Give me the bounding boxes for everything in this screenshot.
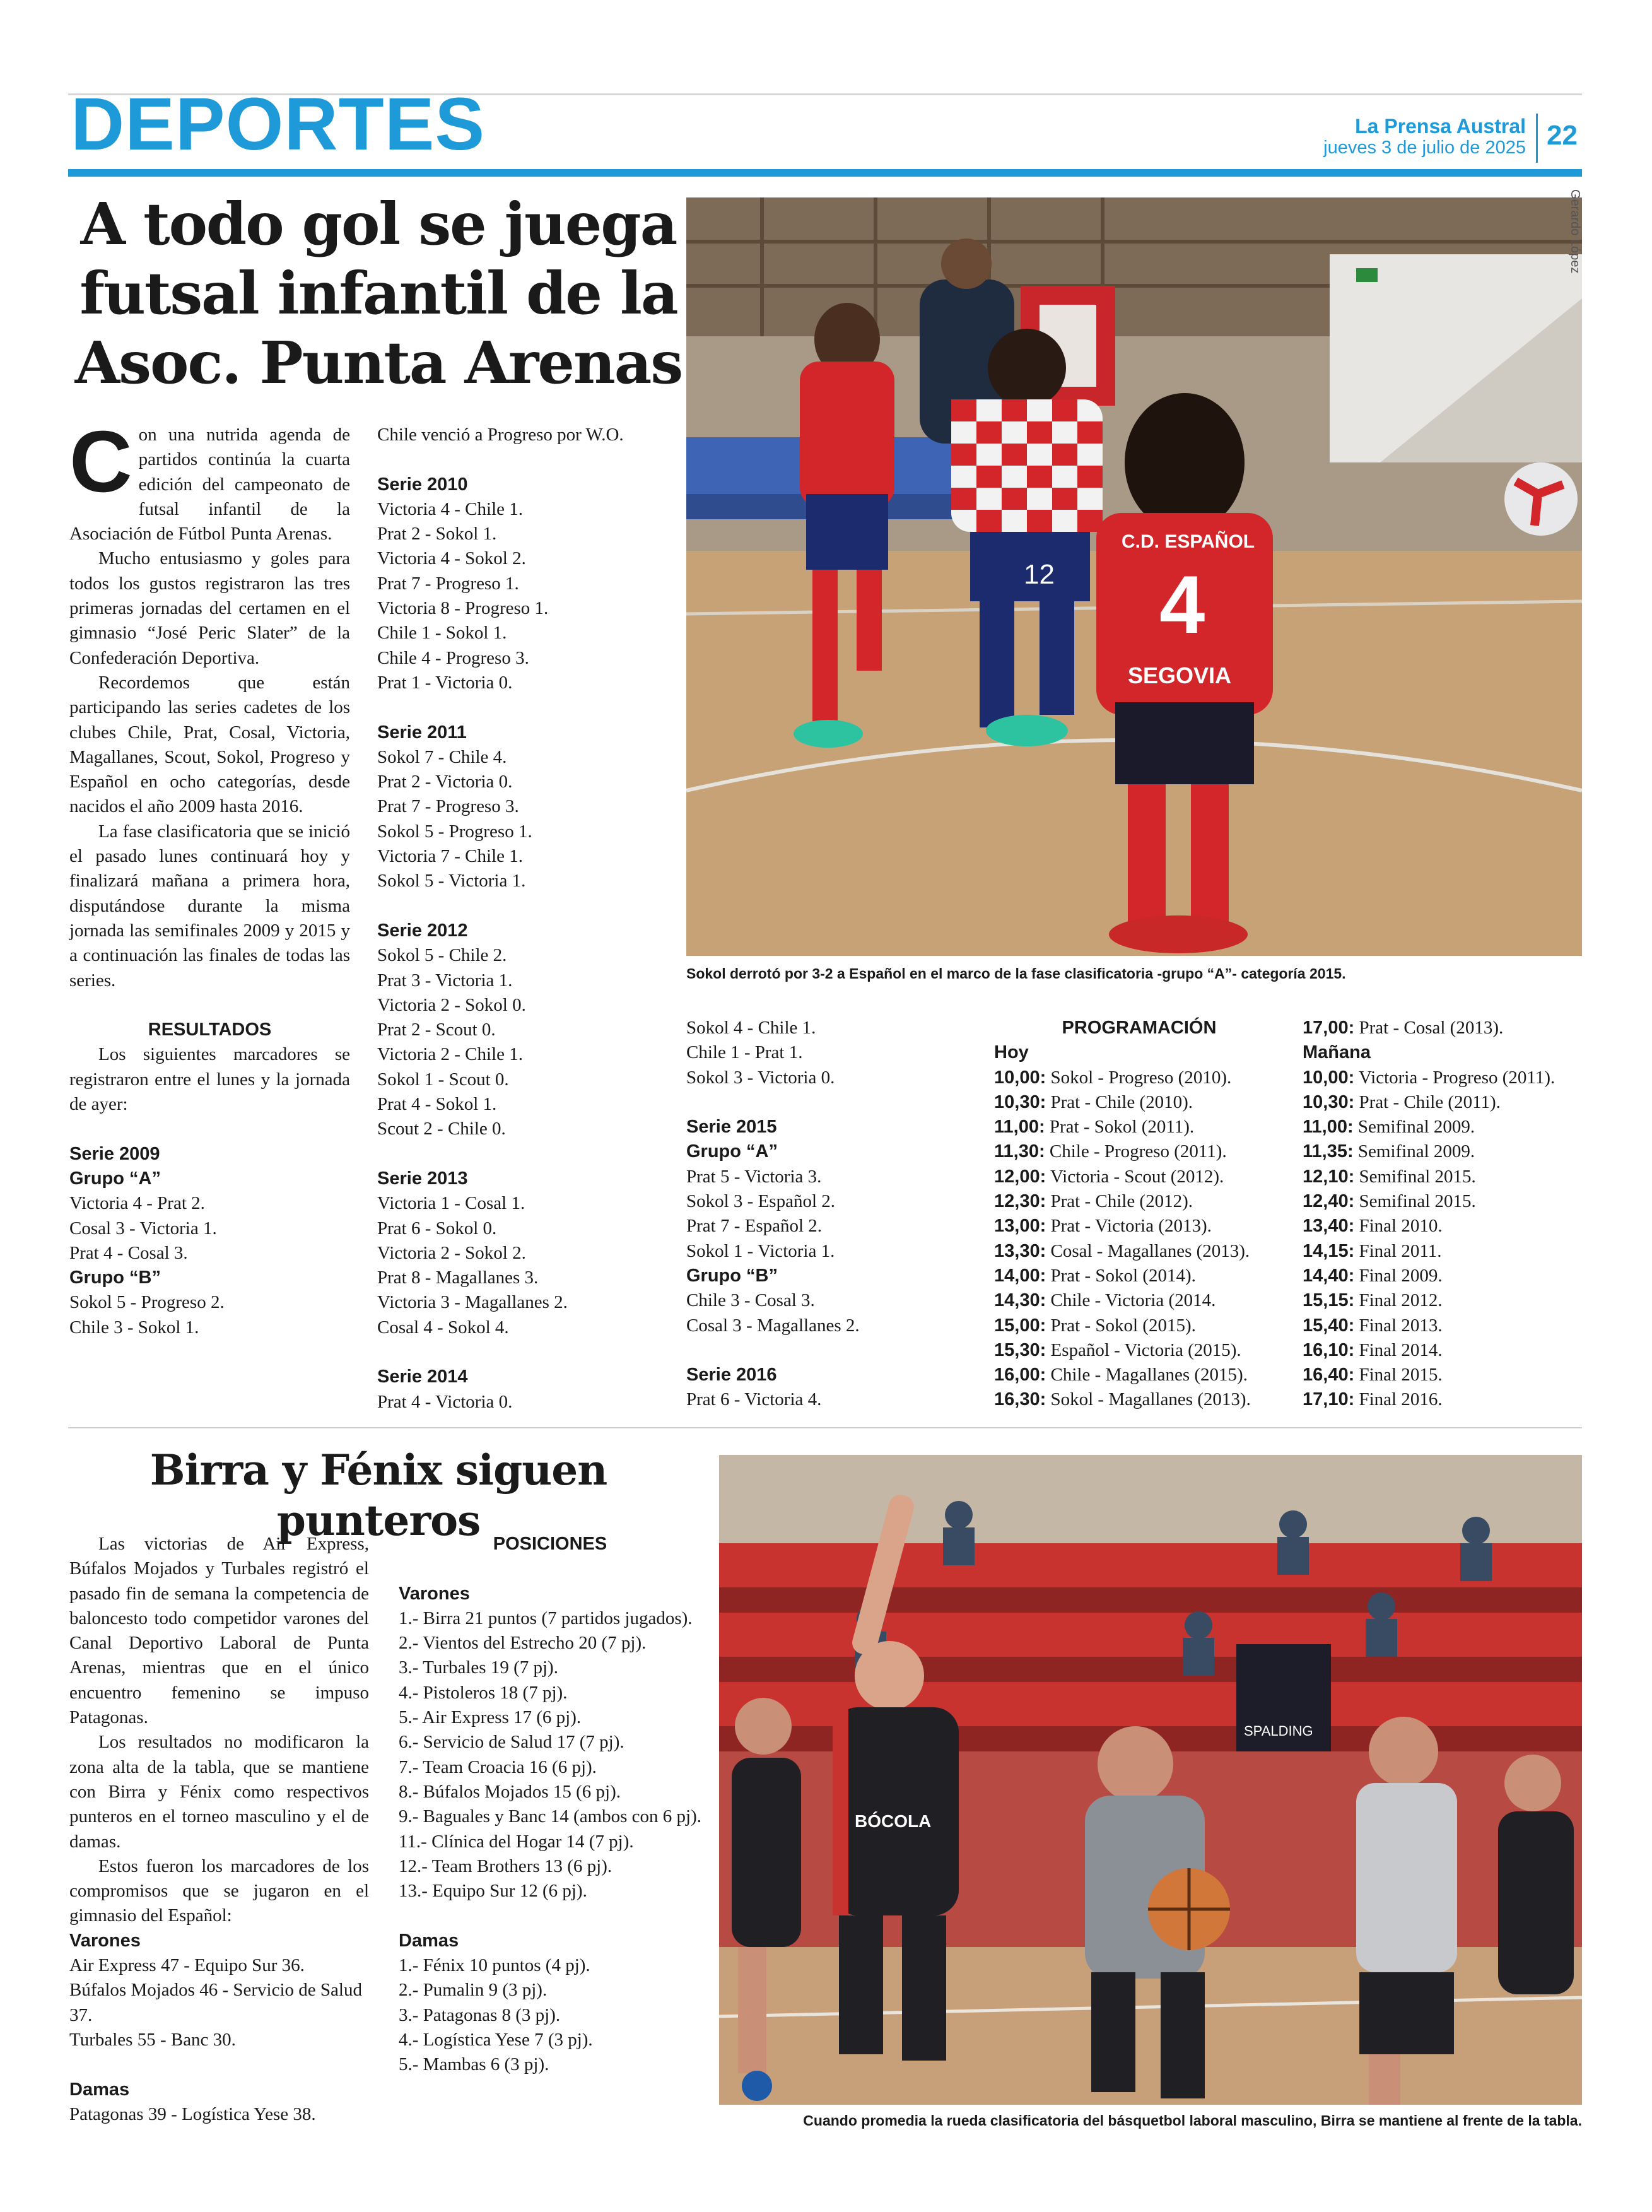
results-intro: Los siguientes marcadores se registraron entre el lunes y la jornada de ayer: xyxy=(69,1044,350,1115)
article2-column-1 xyxy=(69,1532,369,2127)
program-match: Final 2010. xyxy=(1359,1216,1443,1237)
result-line: Sokol 4 - Chile 1. xyxy=(686,1018,816,1038)
body-paragraph: Mucho entusiasmo y goles para todos los gustos registraron las tres primeras jornadas del certamen en el gimnasio “José Peric Slater” de la Confederación Deportiva. xyxy=(69,548,350,668)
program-match: Chile - Progreso (2011). xyxy=(1049,1141,1227,1162)
program-time: 13,30: xyxy=(994,1240,1046,1261)
standings-varones-list xyxy=(399,1606,701,1904)
serie-2013-title: Serie 2013 xyxy=(377,1168,468,1189)
standings-row: 1.- Birra 21 puntos (7 partidos jugados). xyxy=(399,1608,693,1628)
program-row xyxy=(1303,1139,1586,1164)
result-line: Sokol 1 - Scout 0. xyxy=(377,1069,509,1090)
article1-column-1 xyxy=(69,413,350,1340)
result-line: Victoria 4 - Sokol 2. xyxy=(377,548,526,569)
program-row xyxy=(1303,1264,1586,1288)
program-time: 12,00: xyxy=(994,1166,1046,1187)
page-number-separator xyxy=(1536,114,1538,163)
page-number: 22 xyxy=(1547,120,1578,151)
varones-label: Varones xyxy=(69,1930,141,1951)
program-row xyxy=(1303,1363,1586,1387)
basketball-photo xyxy=(719,1455,1582,2105)
program-match: Semifinal 2009. xyxy=(1357,1117,1475,1138)
program-time: 12,40: xyxy=(1303,1191,1355,1212)
program-tomorrow-list xyxy=(1303,1066,1586,1413)
result-line: Prat 6 - Victoria 4. xyxy=(686,1389,822,1410)
program-match: Final 2014. xyxy=(1359,1339,1443,1360)
result-line: Búfalos Mojados 46 - Servicio de Salud 37. xyxy=(69,1980,362,2025)
program-time: 15,40: xyxy=(1303,1315,1355,1336)
program-match: Prat - Sokol (2015). xyxy=(1050,1315,1196,1336)
body-paragraph: Recordemos que están participando las series cadetes de los clubes Chile, Prat, Cosal, Victoria, Magallanes, Scout, Sokol, Progreso y Español en ocho categorías, desde nacidos el año 2009 hasta 2016. xyxy=(69,672,350,817)
program-match: Cosal - Magallanes (2013). xyxy=(1050,1240,1250,1261)
publication-date: jueves 3 de julio de 2025 xyxy=(1323,138,1526,158)
program-row xyxy=(994,1288,1284,1313)
program-title: PROGRAMACIÓN xyxy=(1062,1018,1217,1038)
program-row xyxy=(1303,1165,1586,1189)
result-line: Cosal 4 - Sokol 4. xyxy=(377,1317,509,1338)
futsal-photo xyxy=(686,197,1582,956)
program-tomorrow-label: Mañana xyxy=(1303,1042,1371,1063)
lead-text: on una nutrida agenda de partidos continúa la cuarta edición del campeonato de futsal infantil de la Asociación de Fútbol Punta Arenas. xyxy=(69,425,350,544)
grupo-a-label: Grupo “A” xyxy=(686,1141,778,1162)
results-title: RESULTADOS xyxy=(148,1020,272,1040)
program-match: Final 2013. xyxy=(1359,1315,1443,1336)
serie-2012-title: Serie 2012 xyxy=(377,920,468,941)
result-line: Victoria 7 - Chile 1. xyxy=(377,846,524,867)
program-row xyxy=(1303,1189,1586,1214)
program-row xyxy=(994,1338,1284,1363)
program-time: 13,40: xyxy=(1303,1216,1355,1237)
headline-line: Asoc. Punta Arenas xyxy=(74,329,682,397)
result-line: Prat 8 - Magallanes 3. xyxy=(377,1268,539,1288)
program-match: Prat - Sokol (2011). xyxy=(1049,1117,1195,1138)
photo-jersey-number: 12 xyxy=(1024,559,1055,590)
program-time: 13,00: xyxy=(994,1216,1046,1237)
body-paragraph: Estos fueron los marcadores de los compromisos que se jugaron en el gimnasio del Español: xyxy=(69,1856,369,1926)
section-divider xyxy=(68,1427,1582,1428)
standings-row: 9.- Baguales y Banc 14 (ambos con 6 pj). xyxy=(399,1806,702,1827)
standings-row: 7.- Team Croacia 16 (6 pj). xyxy=(399,1756,597,1777)
program-match: Victoria - Progreso (2011). xyxy=(1358,1067,1555,1088)
program-time: 15,15: xyxy=(1303,1290,1355,1311)
result-line: Victoria 2 - Sokol 2. xyxy=(377,1242,526,1263)
program-match: Victoria - Scout (2012). xyxy=(1050,1166,1224,1187)
program-match: Final 2009. xyxy=(1359,1265,1443,1286)
program-row xyxy=(994,1239,1284,1264)
result-line: Victoria 4 - Prat 2. xyxy=(69,1193,205,1214)
result-line: Sokol 5 - Progreso 1. xyxy=(377,821,532,842)
result-line: Scout 2 - Chile 0. xyxy=(377,1119,506,1139)
program-match: Sokol - Progreso (2010). xyxy=(1050,1067,1232,1088)
body-paragraph: La fase clasificatoria que se inició el pasado lunes continuará hoy y finalizará mañana a primera hora, disputándose durante la misma jornada las semifinales 2009 y 2015 y a continuación las finales de todas las series. xyxy=(69,821,350,991)
result-line: Chile 4 - Progreso 3. xyxy=(377,647,529,668)
photo-banner-text: SPALDING xyxy=(1244,1723,1313,1739)
result-line: Turbales 55 - Banc 30. xyxy=(69,2029,236,2050)
program-match: Chile - Victoria (2014. xyxy=(1050,1290,1216,1311)
result-line: Prat 7 - Español 2. xyxy=(686,1216,823,1237)
program-time: 11,35: xyxy=(1303,1141,1354,1162)
program-row xyxy=(1303,1239,1586,1264)
serie-2015-title: Serie 2015 xyxy=(686,1117,777,1138)
program-match: Prat - Chile (2012). xyxy=(1050,1191,1193,1212)
result-line: Victoria 1 - Cosal 1. xyxy=(377,1193,525,1214)
result-line: Prat 7 - Progreso 3. xyxy=(377,796,519,817)
program-match: Español - Victoria (2015). xyxy=(1050,1339,1241,1360)
lead-paragraph xyxy=(69,413,350,546)
program-today-label: Hoy xyxy=(994,1042,1029,1063)
program-row xyxy=(994,1115,1284,1139)
program-row xyxy=(994,1264,1284,1288)
standings-row: 2.- Pumalin 9 (3 pj). xyxy=(399,1980,548,2001)
result-line: Sokol 1 - Victoria 1. xyxy=(686,1240,835,1261)
program-time: 15,00: xyxy=(994,1315,1046,1336)
program-tomorrow-column xyxy=(1303,1016,1586,1413)
photo-jersey-text: BÓCOLA xyxy=(855,1811,932,1831)
program-row xyxy=(1303,1066,1586,1090)
program-match: Prat - Chile (2011). xyxy=(1359,1091,1501,1112)
result-line: Sokol 7 - Chile 4. xyxy=(377,746,507,767)
masthead-bar xyxy=(68,169,1582,177)
program-match: Semifinal 2015. xyxy=(1359,1166,1476,1187)
program-match: Prat - Chile (2010). xyxy=(1050,1091,1193,1112)
result-line: Prat 6 - Sokol 0. xyxy=(377,1218,497,1238)
program-row xyxy=(994,1090,1284,1115)
result-line: Victoria 2 - Chile 1. xyxy=(377,1044,524,1065)
program-today-list xyxy=(994,1066,1284,1413)
program-time: 14,30: xyxy=(994,1290,1046,1311)
result-line: Prat 4 - Victoria 0. xyxy=(377,1391,513,1412)
result-line: Sokol 5 - Chile 2. xyxy=(377,945,507,966)
body-paragraph: Los resultados no modificaron la zona alta de la tabla, que se mantiene con Birra y Fénix como respectivos punteros en el torneo masculino y el de damas. xyxy=(69,1732,369,1852)
publication-name: La Prensa Austral xyxy=(1355,115,1526,138)
program-time: 16,40: xyxy=(1303,1365,1355,1385)
program-row xyxy=(1303,1214,1586,1238)
program-match: Semifinal 2009. xyxy=(1357,1141,1475,1162)
program-time: 11,30: xyxy=(994,1141,1045,1162)
grupo-b-label: Grupo “B” xyxy=(69,1268,161,1288)
article1-column-3 xyxy=(686,1016,976,1413)
standings-damas-label: Damas xyxy=(399,1930,459,1951)
standings-damas-list xyxy=(399,1953,701,2077)
result-line: Victoria 3 - Magallanes 2. xyxy=(377,1292,568,1313)
program-time: 11,00: xyxy=(1303,1117,1354,1138)
program-time: 11,00: xyxy=(994,1117,1045,1138)
standings-row: 8.- Búfalos Mojados 15 (6 pj). xyxy=(399,1781,621,1802)
program-match: Final 2016. xyxy=(1359,1389,1443,1410)
program-match: Final 2015. xyxy=(1359,1365,1443,1385)
program-match: Sokol - Magallanes (2013). xyxy=(1050,1389,1251,1410)
result-line: Cosal 3 - Victoria 1. xyxy=(69,1218,217,1238)
standings-row: 5.- Mambas 6 (3 pj). xyxy=(399,2054,549,2075)
program-match: Final 2012. xyxy=(1359,1290,1443,1311)
program-row xyxy=(994,1314,1284,1338)
standings-row: 3.- Patagonas 8 (3 pj). xyxy=(399,2004,561,2025)
standings-row: 3.- Turbales 19 (7 pj). xyxy=(399,1657,558,1678)
section-title: DEPORTES xyxy=(71,83,486,166)
photo-jersey-four: 4 xyxy=(1159,558,1205,650)
result-line: Chile 3 - Sokol 1. xyxy=(69,1317,199,1338)
headline-line: A todo gol se juega xyxy=(80,190,677,258)
article1-column-2 xyxy=(377,423,667,1415)
result-line: Prat 4 - Cosal 3. xyxy=(69,1242,188,1263)
program-time: 15,30: xyxy=(994,1339,1046,1360)
program-match: Chile - Magallanes (2015). xyxy=(1050,1365,1248,1385)
standings-varones-label: Varones xyxy=(399,1583,470,1604)
program-time: 12,10: xyxy=(1303,1166,1355,1187)
standings-row: 5.- Air Express 17 (6 pj). xyxy=(399,1707,582,1728)
program-match: Final 2011. xyxy=(1359,1240,1442,1261)
photo-credit: Gerardo López xyxy=(1568,189,1582,274)
futsal-photo-caption: Sokol derrotó por 3-2 a Español en el marco de la fase clasificatoria -grupo “A”- categoría 2015. xyxy=(686,965,1346,982)
serie-2010-title: Serie 2010 xyxy=(377,474,468,495)
result-line: Victoria 8 - Progreso 1. xyxy=(377,598,549,619)
damas-label: Damas xyxy=(69,2079,130,2100)
program-time: 10,30: xyxy=(994,1091,1046,1112)
program-time: 10,00: xyxy=(994,1067,1046,1088)
program-today-overflow xyxy=(1303,1016,1586,1040)
program-time: 16,00: xyxy=(994,1365,1046,1385)
photo-sponsor-text: SEGOVIA xyxy=(1128,662,1232,688)
serie-2016-title: Serie 2016 xyxy=(686,1365,777,1385)
serie-2014-title: Serie 2014 xyxy=(377,1367,468,1387)
article1-headline xyxy=(69,189,688,397)
program-row xyxy=(994,1363,1284,1387)
result-line: Air Express 47 - Equipo Sur 36. xyxy=(69,1955,305,1976)
result-line: Sokol 5 - Progreso 2. xyxy=(69,1292,225,1313)
program-row xyxy=(994,1139,1284,1164)
standings-row: 13.- Equipo Sur 12 (6 pj). xyxy=(399,1881,587,1902)
result-line: Prat 2 - Victoria 0. xyxy=(377,772,513,792)
headline-line: futsal infantil de la xyxy=(79,259,677,327)
program-match: Prat - Sokol (2014). xyxy=(1050,1265,1196,1286)
result-line: Prat 5 - Victoria 3. xyxy=(686,1166,822,1187)
standings-row: 4.- Pistoleros 18 (7 pj). xyxy=(399,1682,568,1703)
program-row xyxy=(1303,1016,1586,1040)
drop-cap: C xyxy=(69,413,132,510)
result-line: Chile 1 - Prat 1. xyxy=(686,1042,803,1063)
program-row xyxy=(1303,1090,1586,1115)
result-line: Prat 2 - Scout 0. xyxy=(377,1020,496,1040)
program-time: 14,40: xyxy=(1303,1265,1355,1286)
program-time: 17,10: xyxy=(1303,1389,1355,1410)
program-today-column xyxy=(994,1016,1284,1413)
program-time: 14,15: xyxy=(1303,1240,1355,1261)
program-time: 16,10: xyxy=(1303,1339,1355,1360)
program-match: Prat - Cosal (2013). xyxy=(1359,1018,1504,1038)
program-time: 12,30: xyxy=(994,1191,1046,1212)
grupo-a-label: Grupo “A” xyxy=(69,1168,161,1189)
program-row xyxy=(994,1165,1284,1189)
standings-title: POSICIONES xyxy=(493,1534,607,1554)
result-line: Chile 3 - Cosal 3. xyxy=(686,1290,815,1311)
result-line: Patagonas 39 - Logística Yese 38. xyxy=(69,2103,316,2124)
program-match: Semifinal 2015. xyxy=(1359,1191,1476,1212)
program-row xyxy=(994,1214,1284,1238)
article2-column-2 xyxy=(399,1532,701,2078)
program-row xyxy=(1303,1288,1586,1313)
result-line: Sokol 3 - Victoria 0. xyxy=(686,1067,835,1088)
result-line: Sokol 5 - Victoria 1. xyxy=(377,871,526,891)
program-row xyxy=(1303,1115,1586,1139)
standings-row: 1.- Fénix 10 puntos (4 pj). xyxy=(399,1955,590,1976)
program-row xyxy=(1303,1338,1586,1363)
photo-team-text: C.D. ESPAÑOL xyxy=(1122,531,1255,552)
body-paragraph: Las victorias de Air Express, Búfalos Mojados y Turbales registró el pasado fin de semana la competencia de baloncesto todo competidor varones del Canal Deportivo Laboral de Punta Arenas, mientras que en el único encuentro femenino se impuso Patagonas. xyxy=(69,1534,369,1728)
program-row xyxy=(1303,1314,1586,1338)
result-line: Chile 1 - Sokol 1. xyxy=(377,623,507,644)
result-line: Cosal 3 - Magallanes 2. xyxy=(686,1315,860,1336)
program-time: 16,30: xyxy=(994,1389,1046,1410)
result-line: Prat 4 - Sokol 1. xyxy=(377,1094,497,1115)
standings-row: 12.- Team Brothers 13 (6 pj). xyxy=(399,1856,612,1876)
result-line: Prat 1 - Victoria 0. xyxy=(377,672,513,693)
program-row xyxy=(994,1387,1284,1412)
program-match: Prat - Victoria (2013). xyxy=(1050,1216,1212,1237)
result-line: Prat 2 - Sokol 1. xyxy=(377,524,497,544)
program-time: 17,00: xyxy=(1303,1018,1355,1038)
program-time: 10,30: xyxy=(1303,1091,1355,1112)
basketball-photo-caption: Cuando promedia la rueda clasificatoria del básquetbol laboral masculino, Birra se mantiene al frente de la tabla. xyxy=(803,2112,1582,2129)
standings-row: 2.- Vientos del Estrecho 20 (7 pj). xyxy=(399,1633,647,1654)
result-line: Victoria 2 - Sokol 0. xyxy=(377,994,526,1015)
standings-row: 4.- Logística Yese 7 (3 pj). xyxy=(399,2029,593,2050)
result-line: Prat 3 - Victoria 1. xyxy=(377,970,513,991)
program-time: 10,00: xyxy=(1303,1067,1355,1088)
result-line: Chile venció a Progreso por W.O. xyxy=(377,425,624,445)
program-row xyxy=(994,1066,1284,1090)
result-line: Sokol 3 - Español 2. xyxy=(686,1191,836,1212)
standings-row: 11.- Clínica del Hogar 14 (7 pj). xyxy=(399,1831,634,1852)
serie-2011-title: Serie 2011 xyxy=(377,722,467,743)
program-row xyxy=(1303,1387,1586,1412)
program-time: 14,00: xyxy=(994,1265,1046,1286)
standings-row: 6.- Servicio de Salud 17 (7 pj). xyxy=(399,1732,624,1753)
serie-2009-title: Serie 2009 xyxy=(69,1143,160,1164)
result-line: Victoria 4 - Chile 1. xyxy=(377,498,524,519)
program-row xyxy=(994,1189,1284,1214)
article2-headline: Birra y Fénix siguen punteros xyxy=(149,1445,607,1545)
result-line: Prat 7 - Progreso 1. xyxy=(377,573,519,594)
grupo-b-label: Grupo “B” xyxy=(686,1265,778,1286)
